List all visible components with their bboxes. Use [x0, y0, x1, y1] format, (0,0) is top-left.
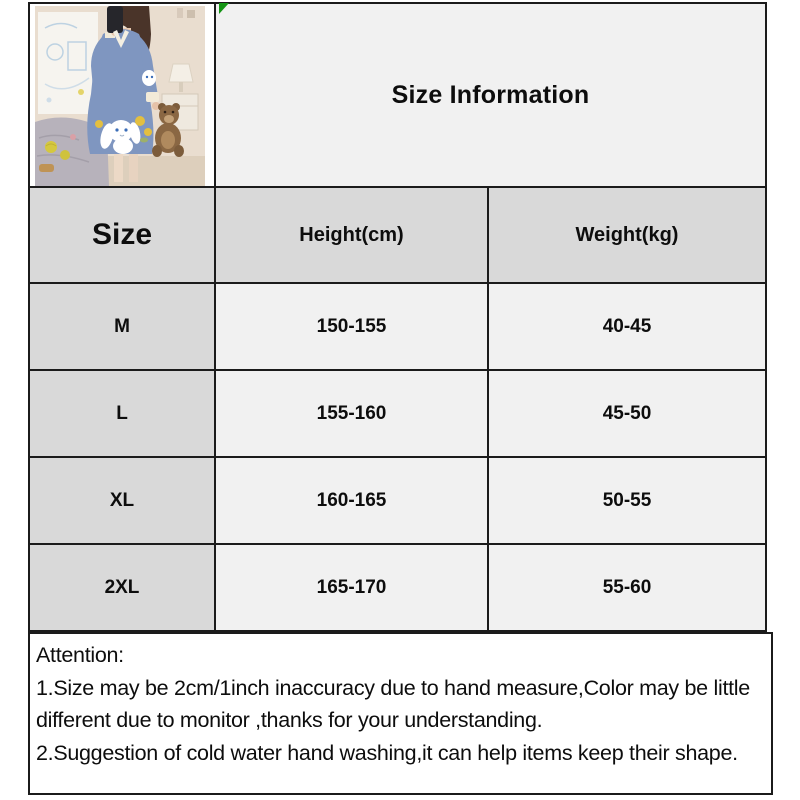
size-label-cell: L: [29, 370, 215, 457]
product-photo: [35, 6, 205, 186]
weight-value-cell: 50-55: [488, 457, 766, 544]
right-cuff: [146, 92, 159, 102]
height-value-cell: 155-160: [215, 370, 488, 457]
page-title: Size Information: [391, 80, 590, 109]
table-row-l: [29, 370, 766, 457]
wooden-toy: [39, 164, 54, 172]
green-corner-marker: [219, 3, 229, 14]
height-value-cell: 150-155: [215, 283, 488, 370]
table-row-2xl: [29, 544, 766, 631]
column-header-weight: Weight(kg): [488, 187, 766, 283]
phone-icon: [107, 6, 123, 33]
column-header-height: Height(cm): [215, 187, 488, 283]
table-row-m: [29, 283, 766, 370]
size-label-cell: M: [29, 283, 215, 370]
small-toy: [70, 134, 76, 140]
table-row-header: [29, 3, 766, 187]
column-header-size: Size: [29, 187, 215, 283]
size-information-table: [28, 2, 767, 632]
sleeve-print-icon: [142, 70, 156, 86]
attention-note-line: 2.Suggestion of cold water hand washing,it can help items keep their shape.: [36, 740, 738, 765]
product-photo-illustration: [35, 6, 205, 186]
size-label-cell: 2XL: [29, 544, 215, 631]
height-value-cell: 160-165: [215, 457, 488, 544]
weight-value-cell: 45-50: [488, 370, 766, 457]
leg: [114, 154, 123, 182]
product-photo-cell: [29, 3, 215, 187]
table-row-xl: [29, 457, 766, 544]
attention-title: Attention:: [36, 643, 124, 667]
leg: [129, 154, 138, 182]
map-poster: [38, 12, 98, 114]
height-value-cell: 165-170: [215, 544, 488, 631]
attention-note-line: 1.Size may be 2cm/1inch inaccuracy due to hand measure,Color may be little: [36, 675, 750, 700]
size-information-header-cell: [215, 3, 766, 187]
attention-box: [28, 632, 773, 795]
attention-note-line: different due to monitor ,thanks for your understanding.: [36, 708, 543, 732]
weight-value-cell: 40-45: [488, 283, 766, 370]
table-column-header-row: [29, 187, 766, 283]
size-label-cell: XL: [29, 457, 215, 544]
weight-value-cell: 55-60: [488, 544, 766, 631]
